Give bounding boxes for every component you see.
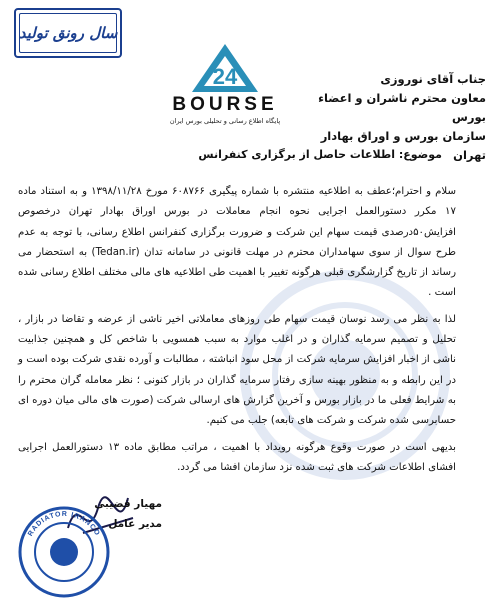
seal-logo-icon	[50, 538, 78, 566]
company-seal	[14, 506, 114, 598]
recipient-line: سازمان بورس و اوراق بهادار تهران	[320, 129, 486, 162]
body-paragraph: سلام و احترام؛عطف به اطلاعیه منتشره با شماره پیگیری ۶۰۸۷۶۶ مورخ ۱۳۹۸/۱۱/۲۸ و به استناد ماده ۱۷ مکرر دستورالعمل اجرایی نحوه انجام معاملات در بورس اوراق بهادار تهران درخصوص افزایش۵۰درصدی قیمت سهام این شرکت و ضرورت برگزاری کنفرانس اطلاع رسانی، با توجه به عدم طرح سوال از سوی سهامداران محترم در مهلت قانونی در سامانه تدان (Tedan.ir) به استحضار می رساند از تاریخ گزارشگری قبلی هرگونه تغییر با اهمیت طی اطلاعیه های مالی مختلف اطلاع رسانی شده است .	[18, 186, 457, 299]
bourse-mountain-icon	[190, 42, 260, 94]
logo-wordmark: BOURSE	[172, 94, 278, 115]
bourse24-logo	[150, 42, 300, 125]
body-paragraph: لذا به نظر می رسد نوسان قیمت سهام طی روزهای معاملاتی اخیر ناشی از عرضه و تقاضا در بازار ، تحلیل و تصمیم سرمایه گذاران و در اغلب موارد به سبب همسویی با شاخص کل و همچنین جذابیت ناشی از اخبار افزایش سرمایه شرکت از محل سود انباشته ، مطالبات و آورده نقدی شرکت بوده است و در این رابطه و به منظور بهینه سازی رفتار سرمایه گذاران در بازار کنونی ؛ نظر معامله گران محترم را به شرایط فعلی ما در بازار بورس و آخرین گزارش های ارسالی شرکت (صورت های مالی میان دوره ای حسابرسی شده شرکت و شرکت های تابعه) جلب می کنیم.	[18, 313, 456, 427]
body-paragraph: بدیهی است در صورت وقوع هرگونه رویداد با اهمیت ، مراتب مطابق ماده ۱۳ دستورالعمل اجرایی افشای اطلاعات شرکت های ثبت شده نزد سازمان افشا می گردد.	[18, 441, 456, 473]
signatory-title: مدیر عامل	[108, 518, 162, 530]
logo-subtitle: پایگاه اطلاع رسانی و تحلیلی بورس ایران	[169, 117, 281, 125]
logo-mark-text: 24	[212, 64, 238, 89]
signatory-name: مهیار قضیبی	[94, 498, 162, 510]
seal-text: RADIATOR IRANCO	[27, 510, 101, 538]
recipient-line: جناب آقای نوروزی	[380, 72, 486, 86]
year-slogan-stamp: سال رونق تولید	[14, 8, 122, 58]
recipient-line: معاون محترم ناشران و اعضاء بورس	[318, 91, 486, 124]
letter-body	[18, 182, 480, 478]
letter-subject: موضوع: اطلاعات حاصل از برگزاری کنفرانس	[198, 148, 442, 161]
